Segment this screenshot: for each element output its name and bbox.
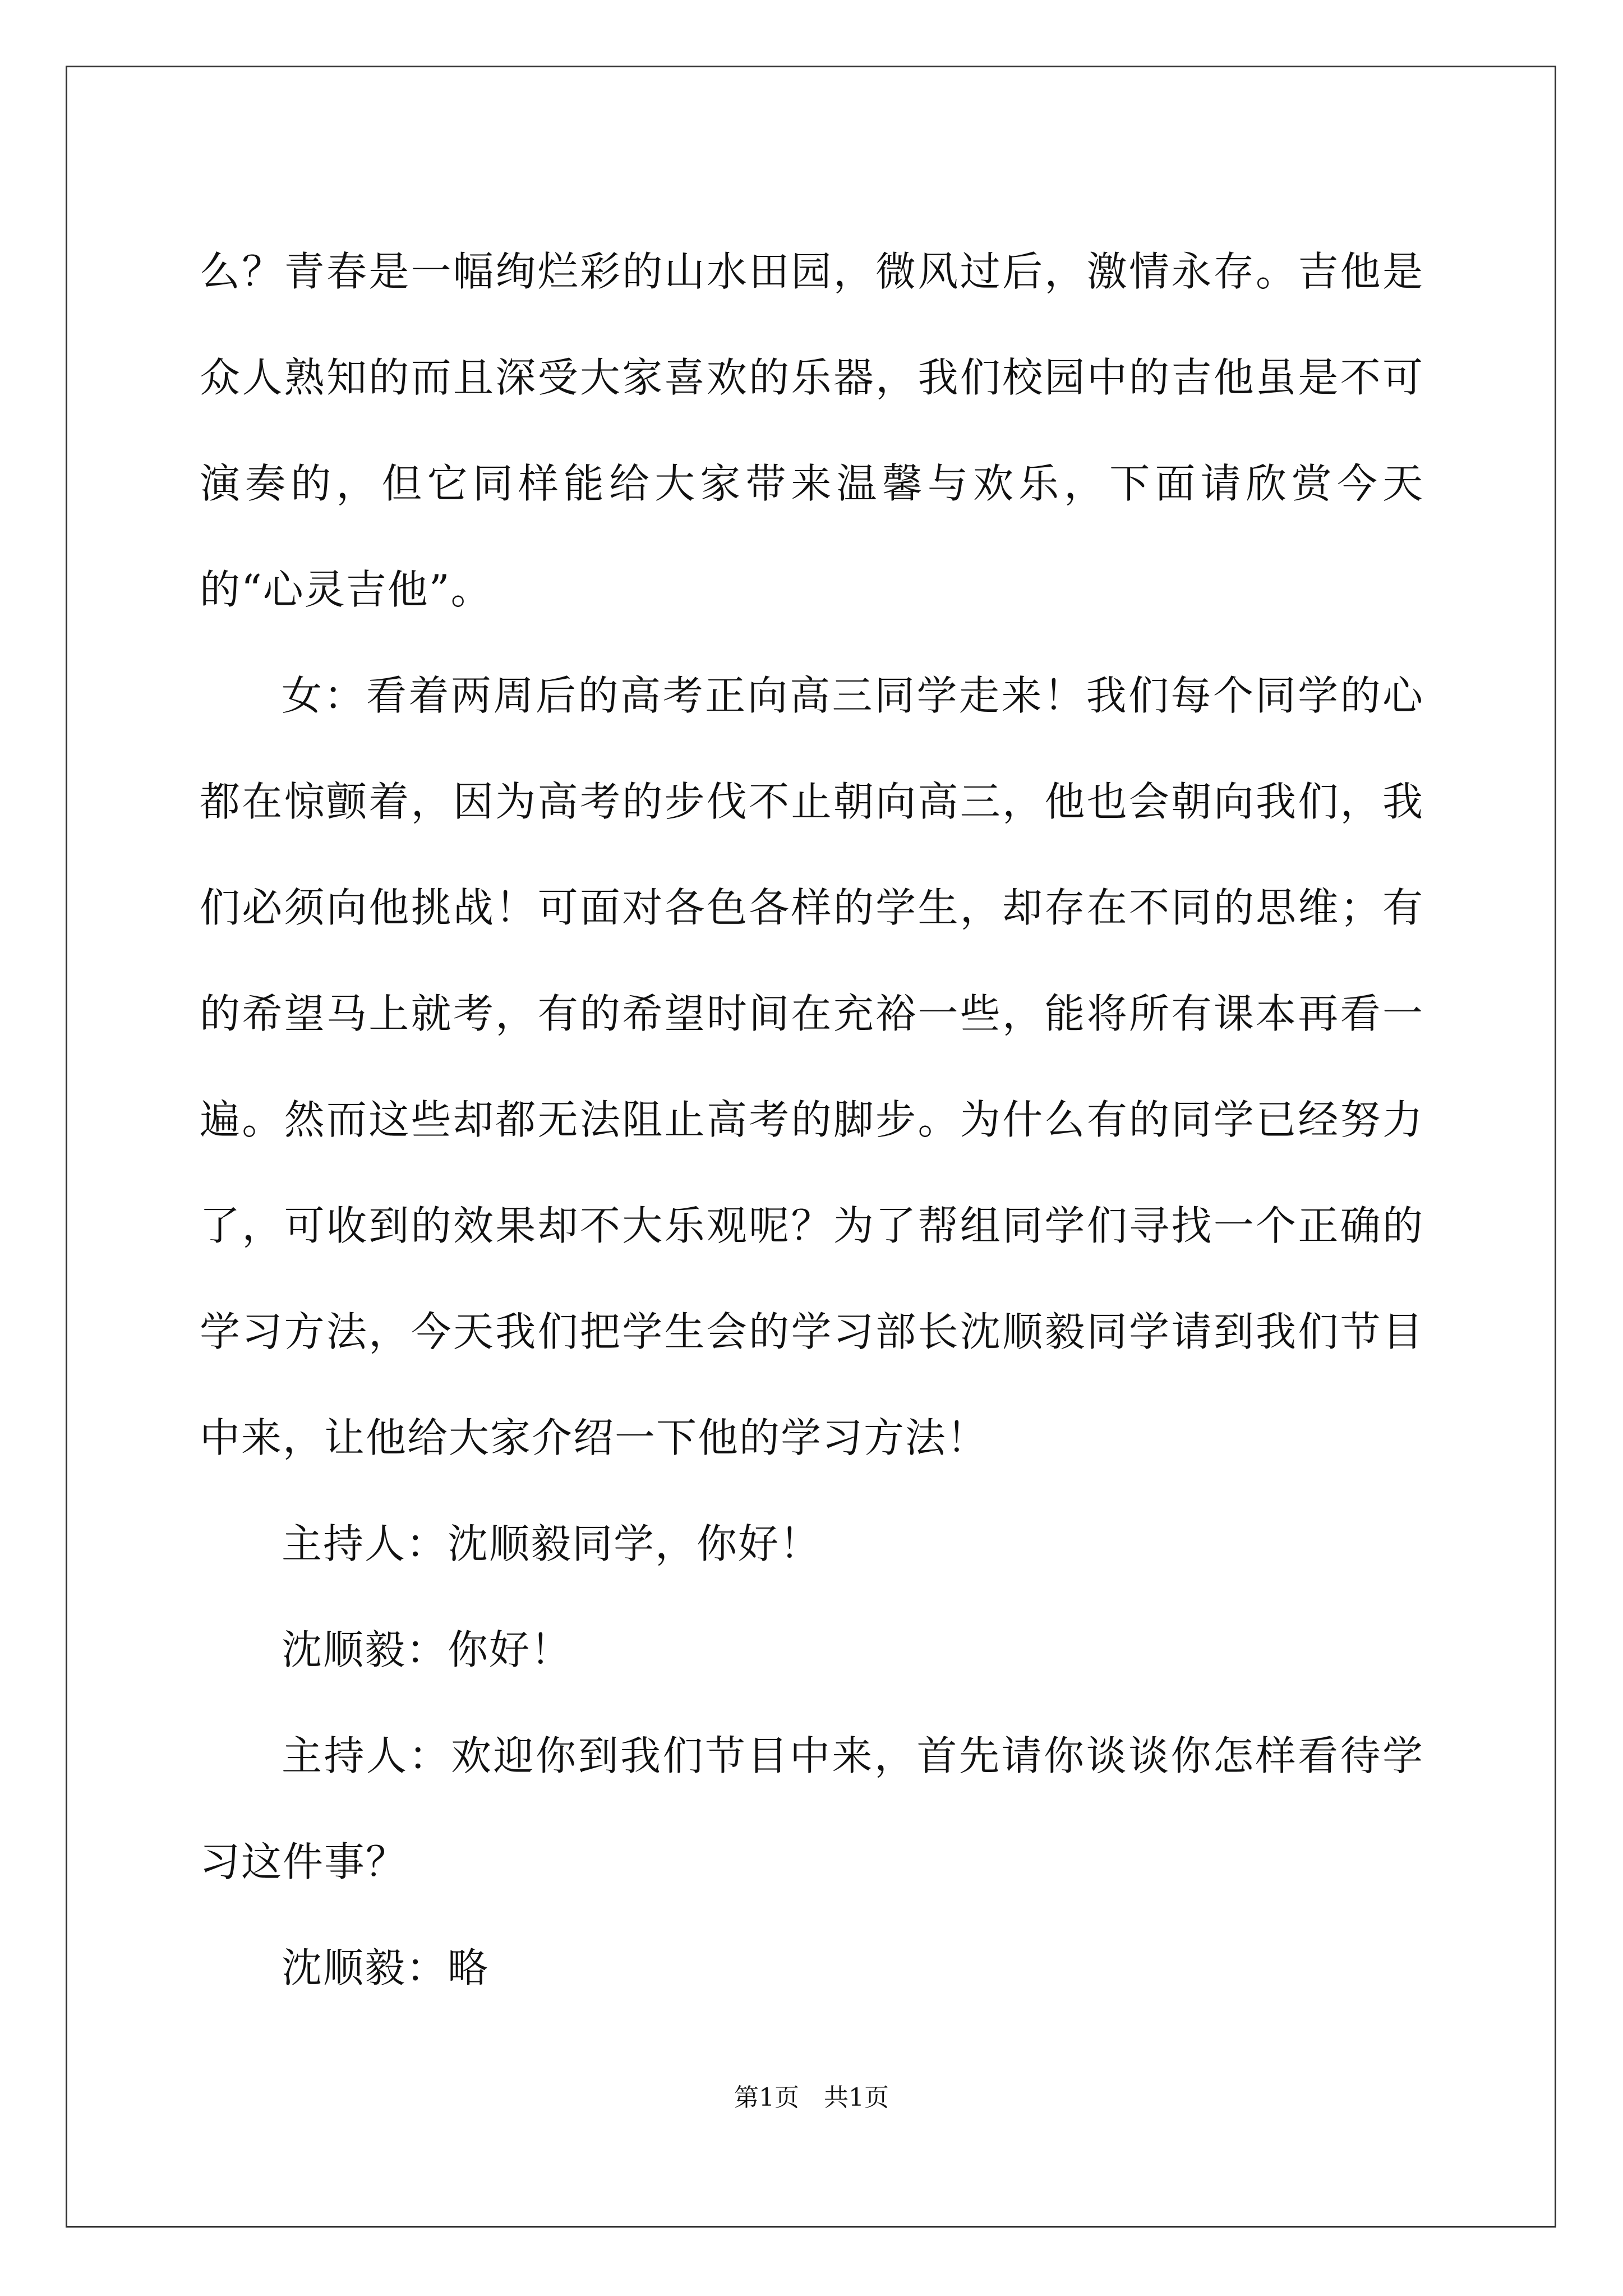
- paragraph-5: 主持人：欢迎你到我们节目中来，首先请你谈谈你怎样看待学习这件事？: [200, 1732, 1424, 1885]
- document-body: [200, 219, 1424, 2021]
- paragraph-3: 主持人：沈顺毅同学，你好！: [282, 1520, 822, 1567]
- paragraph-2: 女：看着两周后的高考正向高三同学走来！我们每个同学的心都在惊颤着，因为高考的步伐不止朝向高三，他也会朝向我们，我们必须向他挑战！可面对各色各样的学生，却存在不同的思维；有的希望马上就考，有的希望时间在充裕一些，能将所有课本再看一遍。然而这些却都无法阻止高考的脚步。为什么有的同学已经努力了，可收到的效果却不大乐观呢？为了帮组同学们寻找一个正确的学习方法，今天我们把学生会的学习部长沈顺毅同学请到我们节目中来，让他给大家介绍一下他的学习方法！: [200, 672, 1424, 1461]
- paragraph-6: 沈顺毅：略: [282, 1944, 490, 1991]
- paragraph-4: 沈顺毅：你好！: [282, 1626, 573, 1673]
- page-footer: 第1页 共1页: [734, 2083, 889, 2112]
- paragraph-1: 么？青春是一幅绚烂彩的山水田园，微风过后，激情永存。吉他是众人熟知的而且深受大家喜欢的乐器，我们校园中的吉他虽是不可演奏的，但它同样能给大家带来温馨与欢乐，下面请欣赏今天的“心灵吉他”。: [200, 248, 1424, 613]
